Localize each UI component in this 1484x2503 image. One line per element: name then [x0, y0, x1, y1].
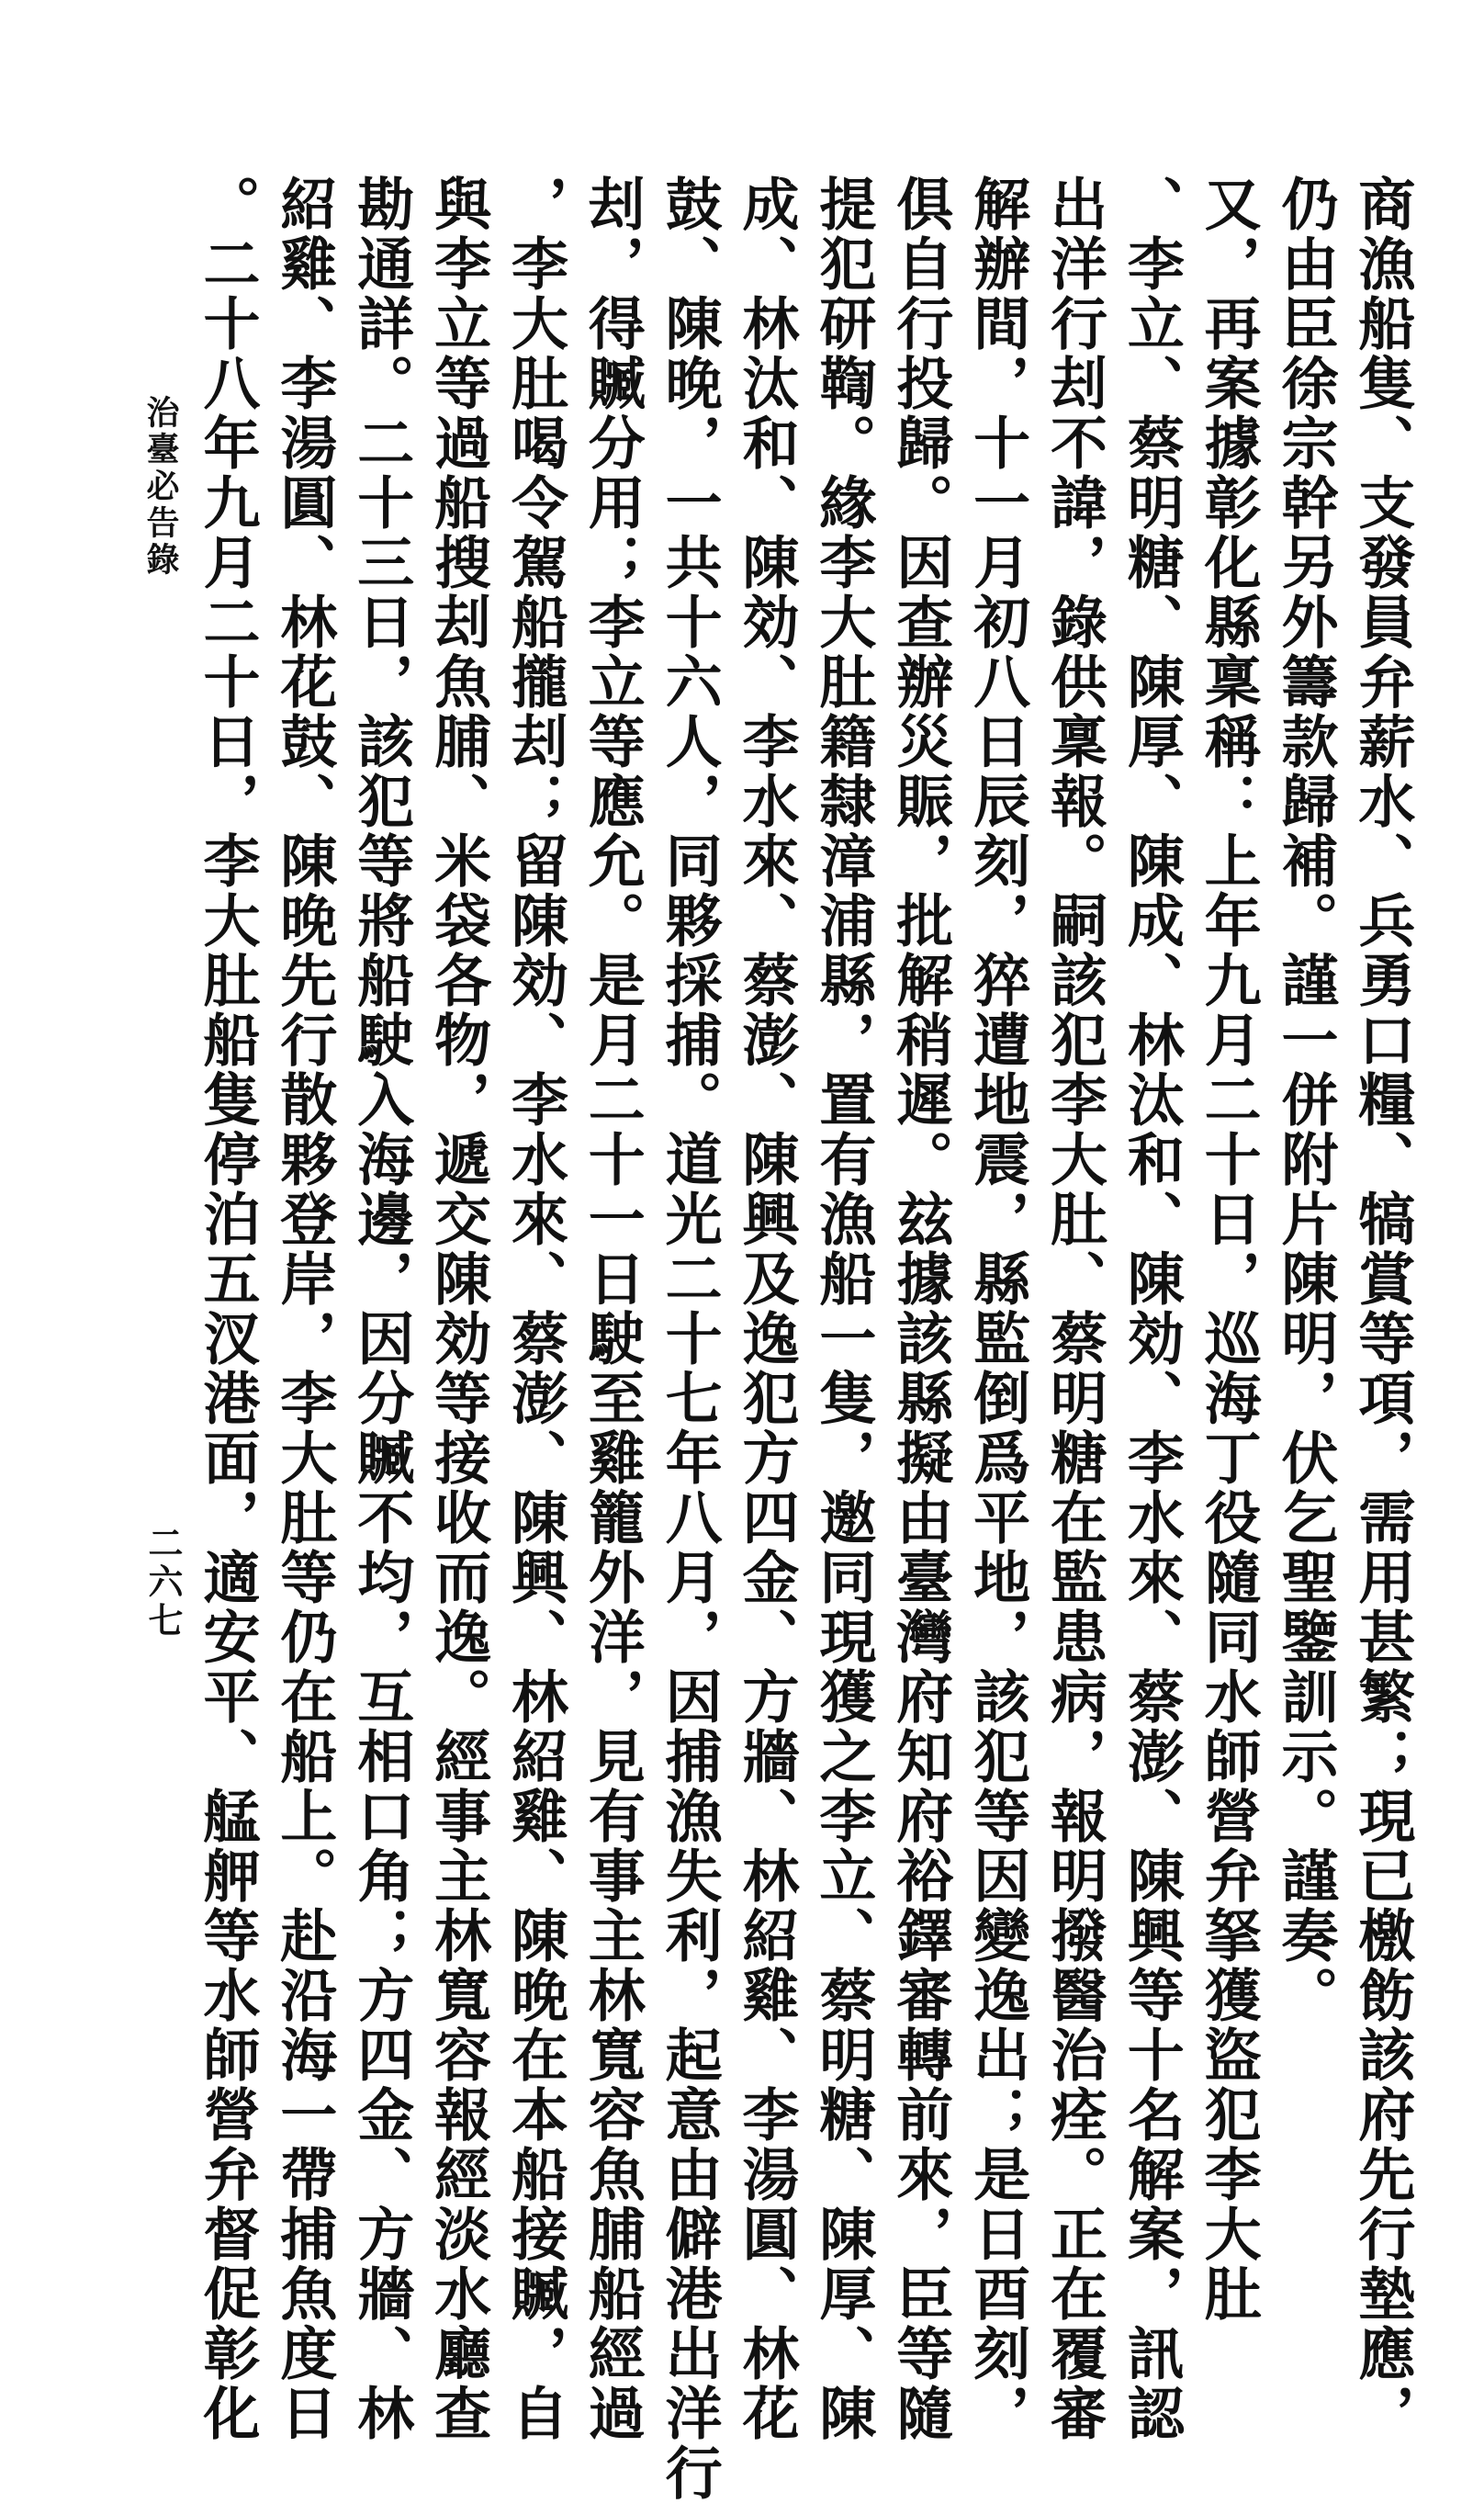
text-column: 紹雞、李湯圓、林花鼓、陳晚先行散夥登岸，李大肚等仍在船上。赴沿海一帶捕魚度日	[270, 175, 338, 2443]
body-text	[194, 175, 1416, 2503]
text-column: 又，再案據彰化縣稟稱：上年九月二十日，巡海丁役隨同水師營弁拏獲盜犯李大肚	[1195, 175, 1263, 2324]
text-column: 、李立、蔡明糖、陳厚、陳成、林汰和、陳効、李水來、蔡澎、陳興等十名解案，訊認	[1118, 175, 1186, 2443]
text-column: 與李立等過船搜刦魚脯、米袋各物，遞交陳効等接收而逸。經事主林寬容報經淡水廳查	[424, 175, 492, 2443]
running-title: 治臺必告錄	[141, 395, 180, 579]
text-column: 提犯研鞫。緣李大肚籍隸漳浦縣，置有漁船一隻，邀同現獲之李立、蔡明糖、陳厚、陳	[809, 175, 877, 2443]
text-column: ，李大肚喝令駕船攏刦；留陳効、李水來、蔡澎、陳興、林紹雞、陳晚在本船接贓，自	[501, 175, 569, 2443]
text-column: 刦，得贓分用；李立等應允。是月二十一日駛至雞籠外洋，見有事主林寬容魚脯船經過	[579, 175, 646, 2443]
text-column: 俱自行投歸。因查辦災賑，批解稍遲。玆據該縣擬由臺灣府知府裕鐸審轉前來，臣等隨	[886, 175, 954, 2443]
text-column: 。二十八年九月二十日，李大肚船隻停泊五汊港面，適安平、艋舺等水師營弁督促彰化	[194, 175, 261, 2443]
page-number: 二六七	[142, 1525, 184, 1640]
text-column: 商漁船隻、支發員弁薪水、兵勇口糧、犒賞等項，需用甚繁；現已檄飭該府先行墊應，	[1348, 175, 1416, 2443]
text-column: 出洋行刦不諱，錄供稟報。嗣該犯李大肚、蔡明糖在監患病，報明撥醫治痊。正在覆審	[1040, 175, 1108, 2443]
text-column: 仍由臣徐宗幹另外籌款歸補。謹一併附片陳明，伏乞聖鑒訓示。謹奏。	[1272, 175, 1340, 2025]
text-column: 鼓、陳晚，一共十六人，同夥採捕。道光二十七年八月，因捕漁失利，起意由僻港出洋行	[656, 175, 724, 2503]
text-column: 成、林汰和、陳効、李水來、蔡澎、陳興及逸犯方四金、方牆、林紹雞、李湯圓、林花	[733, 175, 801, 2443]
text-column: 解辦間，十一月初八日辰刻，猝遭地震，縣監倒爲平地，該犯等因變逸出；是日酉刻，	[963, 175, 1031, 2443]
text-column: 勘通詳。二十三日，該犯等將船駛入海邊，因分贓不均，互相口角；方四金、方牆、林	[347, 175, 415, 2443]
